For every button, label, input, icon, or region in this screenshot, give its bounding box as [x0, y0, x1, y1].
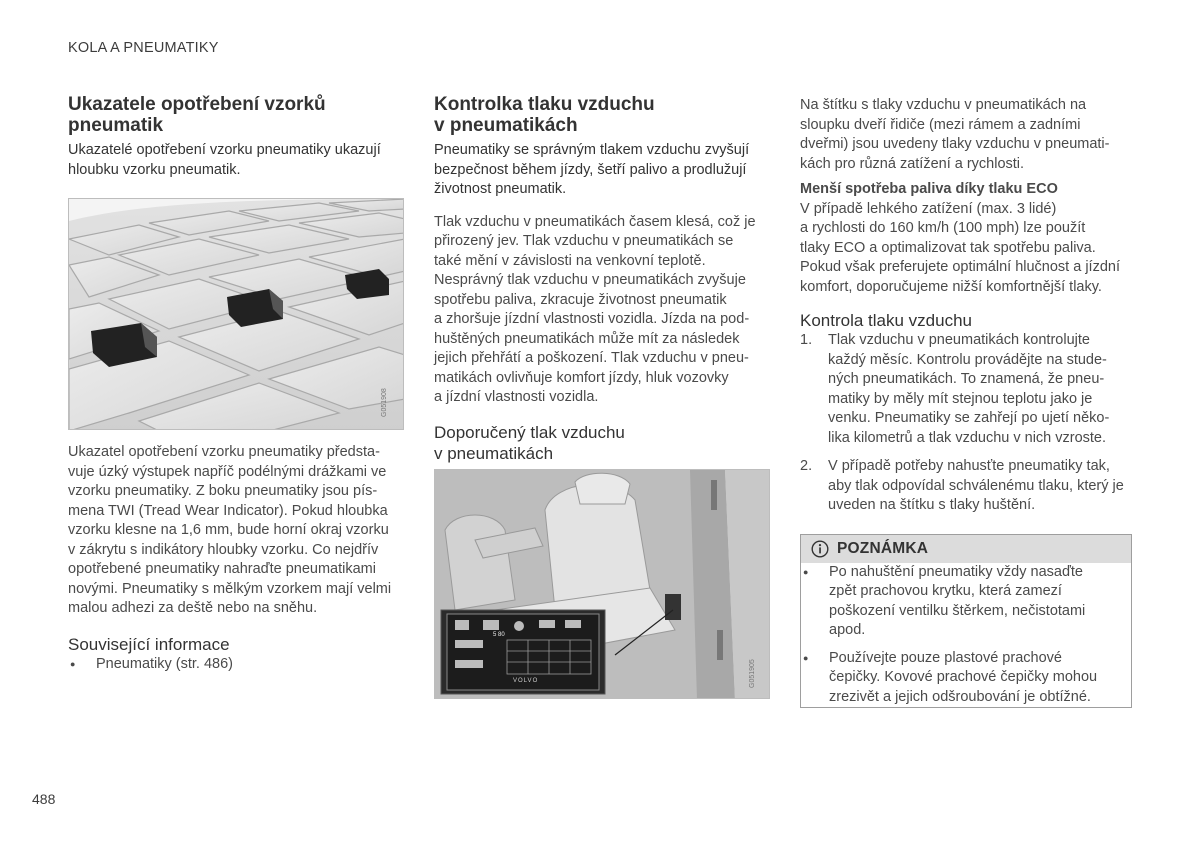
lead-line: Pneumatiky se správným tlakem vzduchu zvyšují	[434, 142, 750, 158]
step-line: venku. Pneumatiky se zahřejí po ujetí něko-	[828, 410, 1110, 426]
body-line: v zákrytu s indikátory hloubky vzorku. Co nejdřív	[68, 541, 379, 558]
note-list	[801, 563, 1131, 708]
lead-line: bezpečnost během jízdy, šetří palivo a prodlužují	[434, 161, 747, 178]
section-heading-line: v pneumatikách	[434, 115, 578, 136]
body-line: Na štítku s tlaky vzduchu v pneumatikách na	[800, 97, 1087, 113]
label-brand-text: VOLVO	[513, 677, 539, 684]
info-icon	[811, 540, 829, 558]
step-number: 1.	[800, 332, 813, 348]
tire-tread-figure	[68, 198, 404, 430]
running-header: KOLA A PNEUMATIKY	[68, 40, 219, 56]
note-line: poškození ventilku štěrkem, nečistotami	[829, 602, 1086, 619]
step-line: Tlak vzduchu v pneumatikách kontrolujte	[828, 332, 1090, 348]
section-lead-pressure	[434, 141, 772, 200]
body-line: tlaky ECO a optimalizovat tak spotřebu paliva.	[800, 239, 1096, 256]
body-line: a rychlosti do 160 km/h (100 mph) lze použít	[800, 220, 1086, 236]
figure-id: G051908	[381, 388, 388, 417]
section-heading-tread-wear: Ukazatele opotřebení vzorků pneumatik	[68, 94, 326, 136]
lead-line: životnost pneumatik.	[434, 181, 567, 197]
body-line: jejich přehřátí a poškození. Tlak vzduchu v pneu-	[434, 350, 749, 366]
body-line: Pokud však preferujete optimální hlučnost a jízdní	[800, 259, 1120, 275]
note-line: Používejte pouze plastové prachové	[829, 649, 1062, 666]
body-line: spotřebu paliva, zkracuje životnost pneumatik	[434, 291, 727, 308]
eco-heading: Menší spotřeba paliva díky tlaku ECO	[800, 181, 1058, 197]
note-line: čepičky. Kovové prachové čepičky mohou	[829, 669, 1098, 685]
bullet-icon: ●	[803, 652, 809, 663]
body-line: vzorku klesne na 1,6 mm, bude horní okraj vzorku	[68, 522, 389, 538]
step-line: aby tlak odpovídal schválenému tlaku, který je	[828, 477, 1124, 494]
note-line: zpět prachovou krytku, která zamezí	[829, 583, 1062, 599]
body-line: matikách ovlivňuje komfort jízdy, hluk vozovky	[434, 369, 729, 386]
bullet-icon: ●	[803, 566, 809, 577]
note-line: apod.	[829, 622, 866, 638]
note-title: POZNÁMKA	[837, 539, 929, 557]
column-pressure-check	[800, 96, 1136, 708]
step-line: každý měsíc. Kontrolu provádějte na stude-	[828, 351, 1107, 368]
body-line: a jízdní vlastnosti vozidla.	[434, 389, 599, 405]
figure-id: G051905	[749, 658, 756, 688]
body-line: vuje úzký výstupek napříč podélnými drážkami ve	[68, 463, 387, 480]
column-tread-wear	[68, 94, 404, 674]
step-item	[800, 331, 1136, 448]
step-line: lika kilometrů a tlak vzduchu v nich vzroste.	[828, 429, 1107, 446]
body-line: také mění v závislosti na venkovní teplotě.	[434, 252, 706, 269]
pressure-body	[434, 213, 772, 408]
car-door-pillar-illustration	[435, 470, 770, 699]
body-line: sloupku dveří řidiče (mezi rámem a zadními	[800, 116, 1081, 133]
column-tire-pressure	[434, 94, 772, 699]
body-line: novými. Pneumatiky s mělkým vzorkem mají velmi	[68, 580, 392, 597]
body-line: opotřebené pneumatiky nahraďte pneumatikami	[68, 561, 376, 577]
pressure-check-steps	[800, 331, 1136, 516]
eco-body	[800, 200, 1136, 298]
pressure-check-heading: Kontrola tlaku vzduchu	[800, 311, 972, 330]
recommended-pressure-heading	[434, 422, 772, 464]
note-box	[800, 534, 1132, 709]
note-item	[801, 649, 1131, 708]
body-line: vzorku pneumatiky. Z boku pneumatiky jsou pís-	[68, 483, 378, 499]
door-pillar-figure	[434, 469, 770, 699]
step-item	[800, 457, 1136, 516]
page-number: 488	[32, 791, 56, 807]
step-line: matiky by měly mít stejnou teplotu jako je	[828, 390, 1093, 407]
body-line: přirozený jev. Tlak vzduchu v pneumatikách se	[434, 233, 734, 249]
subheading-line: Doporučený tlak vzduchu	[434, 422, 625, 442]
bullet-icon: ●	[70, 658, 76, 669]
step-line: ných pneumatikách. To znamená, že pneu-	[828, 371, 1105, 387]
label-load-text: 5 80	[493, 631, 505, 638]
subheading-line: v pneumatikách	[434, 443, 554, 463]
body-line: komfort, doporučujeme nižší komfortnější tlaky.	[800, 278, 1102, 295]
related-info-list	[68, 655, 404, 675]
tread-wear-body	[68, 443, 404, 619]
section-heading-line: Kontrolka tlaku vzduchu	[434, 94, 655, 115]
note-line: zrezivět a jejich odšroubování je obtížné.	[829, 688, 1091, 705]
body-line: malou adhezi za deště nebo na sněhu.	[68, 600, 318, 616]
note-line: Po nahuštění pneumatiky vždy nasaďte	[829, 563, 1083, 580]
body-line: kách pro různá zatížení a rychlosti.	[800, 155, 1025, 172]
tire-tread-illustration	[69, 199, 404, 430]
related-info-link-text: Pneumatiky (str. 486)	[96, 655, 233, 672]
note-item	[801, 563, 1131, 641]
related-info-link[interactable]	[68, 655, 404, 675]
pillar-label-intro	[800, 96, 1136, 174]
step-line: uveden na štítku s tlaky huštění.	[828, 497, 1036, 513]
step-line: V případě potřeby nahusťte pneumatiky tak,	[828, 458, 1110, 474]
body-line: mena TWI (Tread Wear Indicator). Pokud hloubka	[68, 502, 388, 519]
body-line: V případě lehkého zatížení (max. 3 lidé)	[800, 200, 1057, 217]
related-info-heading: Související informace	[68, 634, 230, 654]
body-line: a zhoršuje jízdní vlastnosti vozidla. Jízda na pod-	[434, 311, 750, 327]
body-line: Tlak vzduchu v pneumatikách časem klesá, což je	[434, 213, 756, 230]
step-number: 2.	[800, 458, 813, 474]
body-line: huštěných pneumatikách může mít za následek	[434, 330, 740, 347]
note-header	[801, 535, 1131, 563]
body-line: dveřmi) jsou uvedeny tlaky vzduchu v pneumati-	[800, 136, 1110, 152]
body-line: Nesprávný tlak vzduchu v pneumatikách zvyšuje	[434, 272, 746, 288]
section-lead-tread-wear: Ukazatelé opotřebení vzorku pneumatiky ukazují hloubku vzorku pneumatik.	[68, 142, 381, 178]
body-line: Ukazatel opotřebení vzorku pneumatiky předsta-	[68, 444, 380, 460]
section-heading-pressure	[434, 94, 772, 136]
